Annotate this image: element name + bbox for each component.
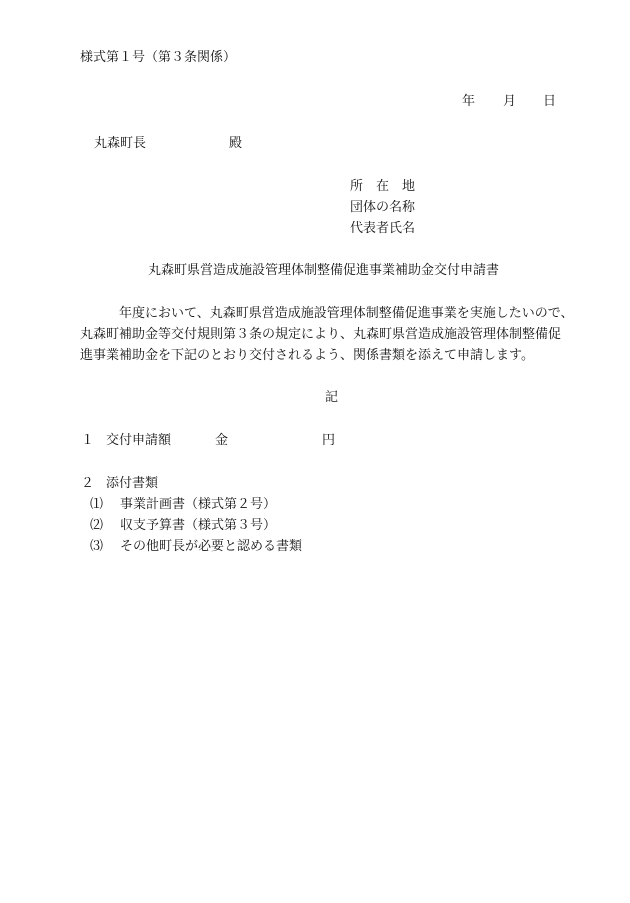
body-line: 進事業補助金を下記のとおり交付されるよう、関係書類を添えて申請します。: [80, 348, 534, 363]
item-1-yen: 円: [322, 433, 336, 448]
attachment-text: 収支予算書（様式第３号）: [120, 518, 277, 533]
applicant-rep-label: 代表者氏名: [350, 221, 416, 236]
addressee-honorific: 殿: [229, 136, 243, 151]
ki-heading: 記: [325, 390, 339, 405]
applicant-address-label: 所 在 地: [350, 179, 416, 194]
body-paragraph: [80, 303, 590, 366]
attachment-number: ⑴: [90, 497, 104, 512]
date-year: 年: [462, 94, 476, 109]
attachment-text: その他町長が必要と認める書類: [120, 539, 303, 554]
document-title: 丸森町県営造成施設管理体制整備促進事業補助金交付申請書: [148, 263, 500, 278]
attachment-number: ⑵: [90, 518, 104, 533]
item-1-number: １: [81, 433, 95, 448]
item-1-kin: 金: [215, 433, 229, 448]
attachment-number: ⑶: [90, 539, 104, 554]
addressee-name: 丸森町長: [94, 136, 147, 151]
body-line: 年度において、丸森町県営造成施設管理体制整備促進事業を実施したいので、: [80, 306, 574, 321]
item-1-label: 交付申請額: [106, 433, 172, 448]
item-2-number: ２: [81, 476, 95, 491]
applicant-org-label: 団体の名称: [350, 200, 416, 215]
attachment-text: 事業計画書（様式第２号）: [120, 497, 277, 512]
date-month: 月: [503, 94, 517, 109]
date-day: 日: [543, 94, 557, 109]
item-2-label: 添付書類: [106, 476, 159, 491]
form-label: 様式第１号（第３条関係）: [80, 50, 237, 65]
body-line: 丸森町補助金等交付規則第３条の規定により、丸森町県営造成施設管理体制整備促: [80, 327, 562, 342]
